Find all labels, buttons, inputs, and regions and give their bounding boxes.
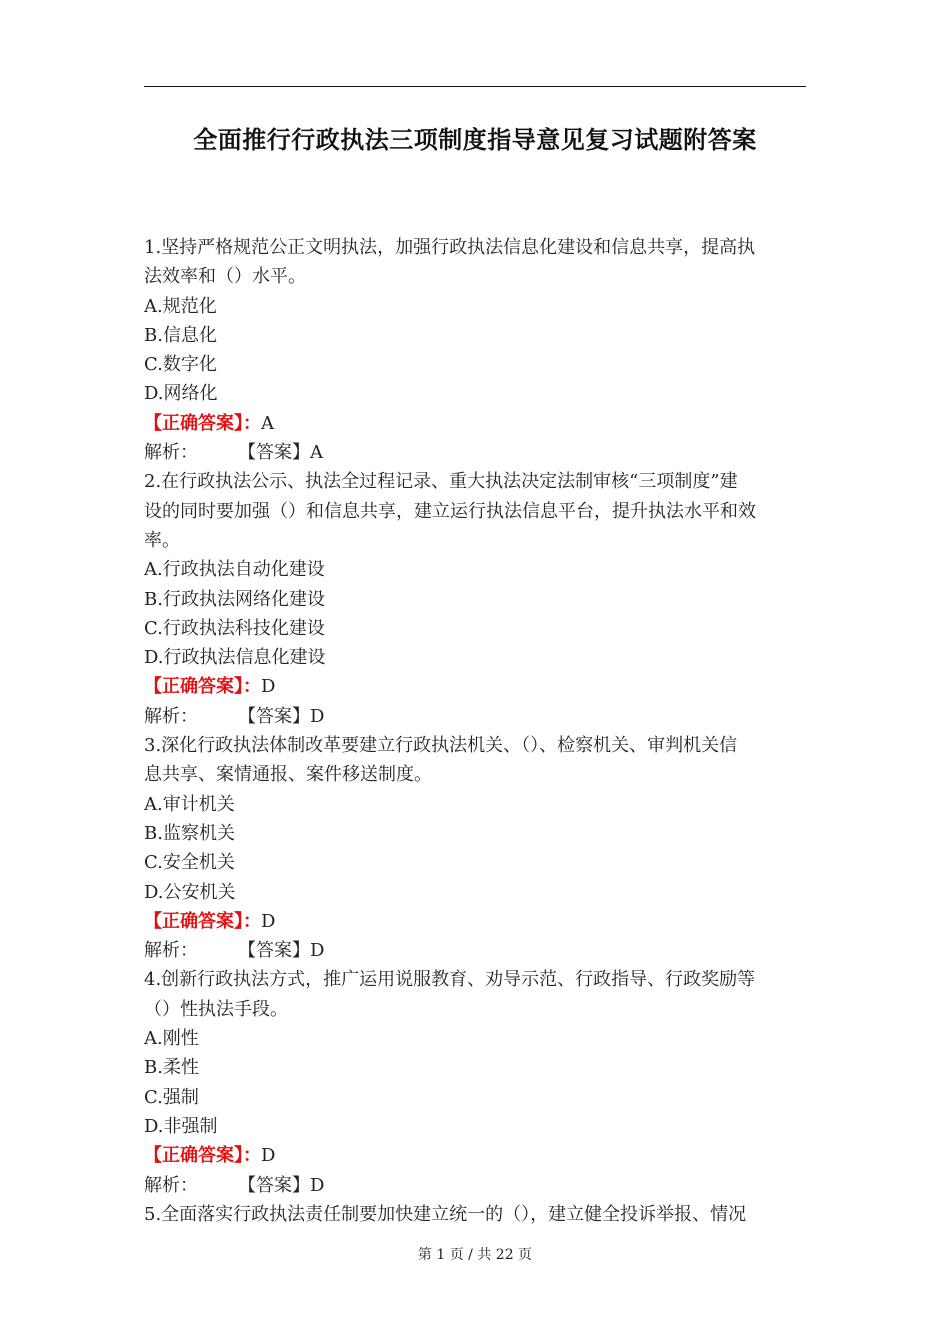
document-title: 全面推行行政执法三项制度指导意见复习试题附答案 (193, 126, 757, 154)
question-stem-line: 率。 (144, 529, 180, 551)
option-b: B.监察机关 (144, 822, 235, 844)
page-footer: 第 1 页 / 共 22 页 (417, 1247, 533, 1263)
correct-answer (144, 409, 806, 438)
option-d: D.非强制 (144, 1115, 218, 1137)
option-d: D.行政执法信息化建设 (144, 647, 326, 669)
question-stem-line: （）性执法手段。 (144, 998, 288, 1020)
option-a: A.审计机关 (144, 793, 235, 815)
question-stem-line: 设的同时要加强（）和信息共享，建立运行执法信息平台，提升执法水平和效 (144, 500, 756, 522)
question-stem-line: 法效率和（）水平。 (144, 266, 306, 288)
explanation-label: 解析： (144, 1174, 198, 1196)
explanation-value: 【答案】D (238, 940, 325, 962)
question-stem-line: 4.创新行政执法方式，推广运用说服教育、劝导示范、行政指导、行政奖励等 (144, 969, 756, 991)
correct-answer-label: 【正确答案】： (144, 412, 261, 434)
header-rule (144, 86, 806, 87)
question-1 (144, 233, 806, 467)
question-list (144, 233, 806, 1229)
correct-answer-value: D (261, 910, 276, 932)
correct-answer-value: D (261, 1145, 276, 1167)
question-stem-line: 2.在行政执法公示、执法全过程记录、重大执法决定法制审核“三项制度”建 (144, 471, 738, 493)
option-c: C.行政执法科技化建设 (144, 617, 325, 639)
explanation-label: 解析： (144, 442, 198, 464)
explanation-value: 【答案】D (238, 705, 325, 727)
question-stem-line: 息共享、案情通报、案件移送制度。 (144, 764, 432, 786)
correct-answer-label: 【正确答案】： (144, 676, 261, 698)
option-a: A.规范化 (144, 295, 217, 317)
explanation (144, 1171, 806, 1200)
correct-answer (144, 907, 806, 936)
option-b: B.信息化 (144, 324, 217, 346)
question-5 (144, 1200, 806, 1229)
explanation (144, 438, 806, 467)
correct-answer (144, 672, 806, 701)
option-c: C.安全机关 (144, 852, 235, 874)
question-4 (144, 965, 806, 1199)
correct-answer-label: 【正确答案】： (144, 1145, 261, 1167)
explanation (144, 936, 806, 965)
correct-answer (144, 1141, 806, 1170)
question-stem-line: 1.坚持严格规范公正文明执法，加强行政执法信息化建设和信息共享，提高执 (144, 237, 756, 258)
option-a: A.刚性 (144, 1028, 199, 1050)
option-d: D.公安机关 (144, 881, 236, 903)
option-b: B.行政执法网络化建设 (144, 588, 325, 610)
explanation-value: 【答案】D (238, 1174, 325, 1196)
option-a: A.行政执法自动化建设 (144, 559, 325, 581)
question-stem-line: 5.全面落实行政执法责任制要加快建立统一的（），建立健全投诉举报、情况 (144, 1203, 747, 1225)
option-d: D.网络化 (144, 383, 218, 405)
explanation-value: 【答案】A (238, 442, 323, 464)
correct-answer-value: D (261, 676, 276, 698)
correct-answer-label: 【正确答案】： (144, 910, 261, 932)
question-2 (144, 467, 806, 731)
option-c: C.数字化 (144, 354, 217, 376)
correct-answer-value: A (261, 412, 274, 434)
explanation (144, 702, 806, 731)
explanation-label: 解析： (144, 940, 198, 962)
explanation-label: 解析： (144, 705, 198, 727)
option-c: C.强制 (144, 1086, 199, 1108)
question-stem-line: 3.深化行政执法体制改革要建立行政执法机关、（）、检察机关、审判机关信 (144, 735, 738, 757)
option-b: B.柔性 (144, 1057, 199, 1079)
question-3 (144, 731, 806, 965)
